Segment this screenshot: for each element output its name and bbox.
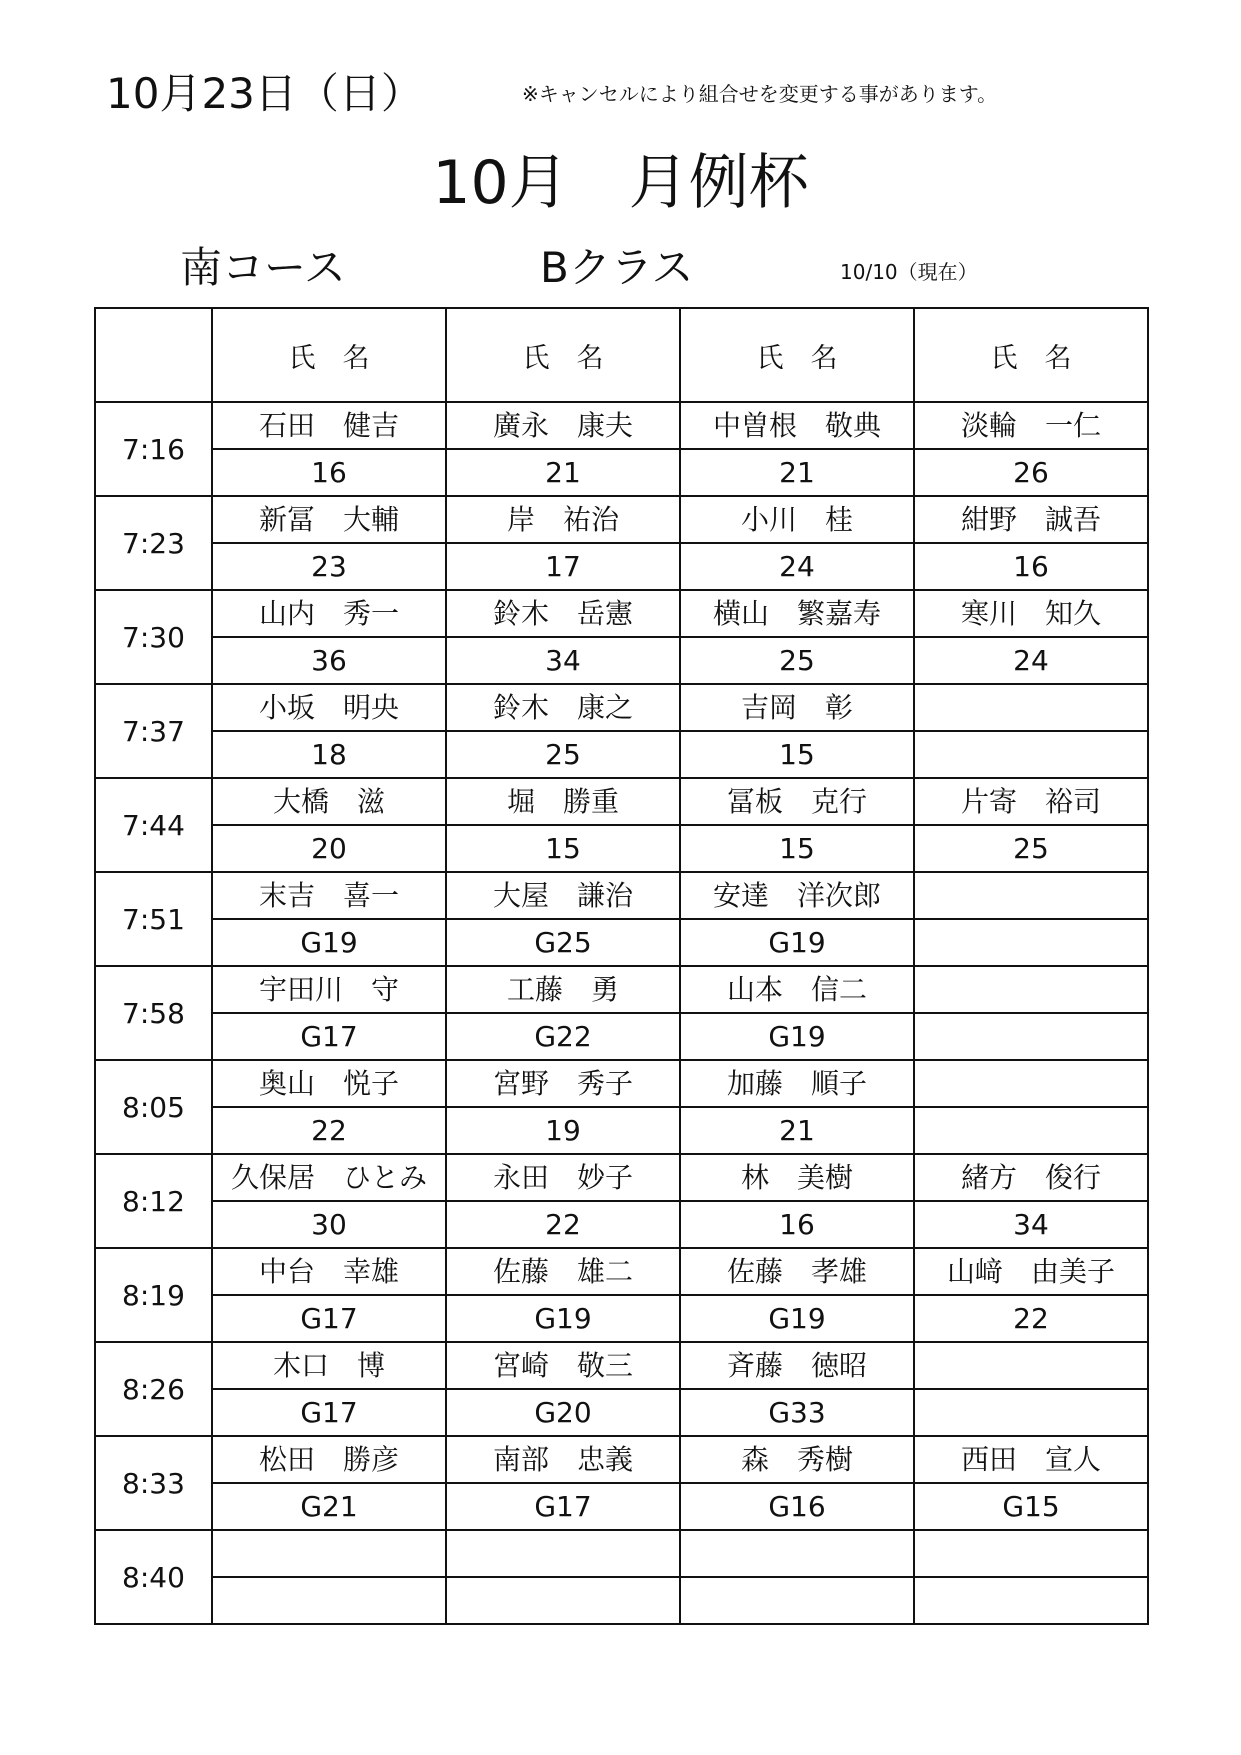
player-name-cell [914, 1060, 1148, 1107]
player-name-cell: 工藤 勇 [446, 966, 680, 1013]
header-name-cell: 氏 名 [212, 308, 446, 402]
player-name-cell: 斉藤 徳昭 [680, 1342, 914, 1389]
player-name-cell: 廣永 康夫 [446, 402, 680, 449]
course-name: 南コース [180, 243, 346, 292]
tee-time-cell: 8:12 [95, 1154, 212, 1248]
player-name-cell: 末吉 喜一 [212, 872, 446, 919]
header-name-cell: 氏 名 [446, 308, 680, 402]
player-name-cell: 新冨 大輔 [212, 496, 446, 543]
player-name-cell: 佐藤 雄二 [446, 1248, 680, 1295]
player-name-cell: 久保居 ひとみ [212, 1154, 446, 1201]
player-name-cell: 林 美樹 [680, 1154, 914, 1201]
player-handicap-cell: 16 [680, 1201, 914, 1248]
player-handicap-cell: 21 [680, 449, 914, 496]
player-handicap-cell: G20 [446, 1389, 680, 1436]
player-handicap-cell: G15 [914, 1483, 1148, 1530]
group-name-row [95, 590, 1148, 637]
player-handicap-cell: G25 [446, 919, 680, 966]
group-handicap-row [95, 919, 1148, 966]
group-handicap-row [95, 1389, 1148, 1436]
player-handicap-cell: G17 [212, 1295, 446, 1342]
player-name-cell: 中台 幸雄 [212, 1248, 446, 1295]
group-handicap-row [95, 1483, 1148, 1530]
player-name-cell: 永田 妙子 [446, 1154, 680, 1201]
player-name-cell: 西田 宣人 [914, 1436, 1148, 1483]
player-name-cell: 鈴木 岳憲 [446, 590, 680, 637]
player-handicap-cell: 34 [914, 1201, 1148, 1248]
tee-time-cell: 7:58 [95, 966, 212, 1060]
player-handicap-cell: G22 [446, 1013, 680, 1060]
header-row [95, 308, 1148, 402]
player-handicap-cell [212, 1577, 446, 1624]
player-handicap-cell [914, 1389, 1148, 1436]
player-name-cell: 宇田川 守 [212, 966, 446, 1013]
player-name-cell: 佐藤 孝雄 [680, 1248, 914, 1295]
player-handicap-cell: 22 [914, 1295, 1148, 1342]
as-of-date: 10/10（現在） [840, 260, 978, 284]
page-title: 10月 月例杯 [432, 148, 809, 218]
group-name-row [95, 1248, 1148, 1295]
player-name-cell: 横山 繁嘉寿 [680, 590, 914, 637]
player-name-cell: 木口 博 [212, 1342, 446, 1389]
player-handicap-cell: 30 [212, 1201, 446, 1248]
tee-time-cell: 7:30 [95, 590, 212, 684]
group-handicap-row [95, 449, 1148, 496]
header-time-cell [95, 308, 212, 402]
player-handicap-cell [914, 1013, 1148, 1060]
player-name-cell: 大橋 滋 [212, 778, 446, 825]
tee-time-cell: 8:33 [95, 1436, 212, 1530]
player-handicap-cell: 34 [446, 637, 680, 684]
player-name-cell: 鈴木 康之 [446, 684, 680, 731]
player-handicap-cell [914, 1577, 1148, 1624]
player-name-cell: 山﨑 由美子 [914, 1248, 1148, 1295]
group-name-row [95, 872, 1148, 919]
player-handicap-cell: 15 [680, 825, 914, 872]
player-name-cell: 岸 祐治 [446, 496, 680, 543]
player-name-cell [914, 872, 1148, 919]
group-handicap-row [95, 637, 1148, 684]
player-handicap-cell: 24 [914, 637, 1148, 684]
player-name-cell [914, 1530, 1148, 1577]
player-handicap-cell: G16 [680, 1483, 914, 1530]
player-handicap-cell: 18 [212, 731, 446, 778]
player-handicap-cell: G19 [446, 1295, 680, 1342]
player-handicap-cell [680, 1577, 914, 1624]
player-name-cell [914, 1342, 1148, 1389]
player-handicap-cell: 25 [914, 825, 1148, 872]
player-handicap-cell: G19 [680, 1295, 914, 1342]
group-name-row [95, 1154, 1148, 1201]
tee-time-cell: 7:51 [95, 872, 212, 966]
tee-time-cell: 8:05 [95, 1060, 212, 1154]
player-name-cell: 南部 忠義 [446, 1436, 680, 1483]
player-name-cell: 寒川 知久 [914, 590, 1148, 637]
player-handicap-cell: 24 [680, 543, 914, 590]
player-handicap-cell: G17 [212, 1013, 446, 1060]
player-name-cell: 淡輪 一仁 [914, 402, 1148, 449]
group-name-row [95, 1342, 1148, 1389]
event-date: 10月23日（日） [106, 69, 423, 118]
player-handicap-cell: 25 [680, 637, 914, 684]
player-handicap-cell: 36 [212, 637, 446, 684]
cancellation-notice: ※キャンセルにより組合せを変更する事があります。 [522, 82, 998, 106]
group-handicap-row [95, 1013, 1148, 1060]
player-handicap-cell: 15 [680, 731, 914, 778]
player-name-cell: 加藤 順子 [680, 1060, 914, 1107]
player-handicap-cell: G17 [446, 1483, 680, 1530]
player-handicap-cell: G19 [680, 1013, 914, 1060]
player-handicap-cell: 23 [212, 543, 446, 590]
player-handicap-cell: 26 [914, 449, 1148, 496]
group-handicap-row [95, 1107, 1148, 1154]
player-handicap-cell [914, 919, 1148, 966]
player-name-cell [212, 1530, 446, 1577]
player-handicap-cell: 17 [446, 543, 680, 590]
player-handicap-cell: 22 [212, 1107, 446, 1154]
group-name-row [95, 402, 1148, 449]
player-name-cell [914, 966, 1148, 1013]
group-name-row [95, 778, 1148, 825]
player-name-cell: 冨板 克行 [680, 778, 914, 825]
player-handicap-cell: 19 [446, 1107, 680, 1154]
group-name-row [95, 1436, 1148, 1483]
tee-time-cell: 8:40 [95, 1530, 212, 1624]
group-handicap-row [95, 1201, 1148, 1248]
player-handicap-cell: 16 [212, 449, 446, 496]
player-name-cell: 小川 桂 [680, 496, 914, 543]
player-name-cell: 宮野 秀子 [446, 1060, 680, 1107]
player-name-cell [680, 1530, 914, 1577]
group-handicap-row [95, 825, 1148, 872]
tee-time-cell: 7:23 [95, 496, 212, 590]
tee-time-table [94, 307, 1149, 1625]
player-handicap-cell: 16 [914, 543, 1148, 590]
player-name-cell: 片寄 裕司 [914, 778, 1148, 825]
player-name-cell: 堀 勝重 [446, 778, 680, 825]
player-name-cell: 石田 健吉 [212, 402, 446, 449]
player-name-cell: 小坂 明央 [212, 684, 446, 731]
player-handicap-cell: 20 [212, 825, 446, 872]
tee-time-cell: 8:19 [95, 1248, 212, 1342]
player-name-cell: 大屋 謙治 [446, 872, 680, 919]
group-name-row [95, 496, 1148, 543]
player-name-cell: 安達 洋次郎 [680, 872, 914, 919]
player-name-cell: 森 秀樹 [680, 1436, 914, 1483]
player-name-cell: 山本 信二 [680, 966, 914, 1013]
player-handicap-cell: G19 [212, 919, 446, 966]
player-name-cell: 緒方 俊行 [914, 1154, 1148, 1201]
player-name-cell: 宮崎 敬三 [446, 1342, 680, 1389]
group-name-row [95, 966, 1148, 1013]
group-name-row [95, 684, 1148, 731]
group-handicap-row [95, 543, 1148, 590]
player-handicap-cell: G17 [212, 1389, 446, 1436]
player-handicap-cell: 25 [446, 731, 680, 778]
player-name-cell [914, 684, 1148, 731]
group-name-row [95, 1530, 1148, 1577]
player-name-cell: 中曽根 敬典 [680, 402, 914, 449]
player-handicap-cell [914, 731, 1148, 778]
player-handicap-cell: G21 [212, 1483, 446, 1530]
player-handicap-cell: 21 [446, 449, 680, 496]
player-name-cell [446, 1530, 680, 1577]
tee-time-cell: 7:37 [95, 684, 212, 778]
player-handicap-cell [446, 1577, 680, 1624]
player-handicap-cell: G19 [680, 919, 914, 966]
player-name-cell: 紺野 誠吾 [914, 496, 1148, 543]
player-handicap-cell: 22 [446, 1201, 680, 1248]
group-handicap-row [95, 1577, 1148, 1624]
group-name-row [95, 1060, 1148, 1107]
player-handicap-cell: 15 [446, 825, 680, 872]
header-name-cell: 氏 名 [680, 308, 914, 402]
header-name-cell: 氏 名 [914, 308, 1148, 402]
class-label: Bクラス [540, 243, 694, 292]
player-name-cell: 山内 秀一 [212, 590, 446, 637]
tee-time-cell: 8:26 [95, 1342, 212, 1436]
group-handicap-row [95, 731, 1148, 778]
player-name-cell: 吉岡 彰 [680, 684, 914, 731]
tee-time-cell: 7:16 [95, 402, 212, 496]
player-handicap-cell: G33 [680, 1389, 914, 1436]
player-handicap-cell [914, 1107, 1148, 1154]
player-name-cell: 松田 勝彦 [212, 1436, 446, 1483]
player-name-cell: 奥山 悦子 [212, 1060, 446, 1107]
tee-time-cell: 7:44 [95, 778, 212, 872]
group-handicap-row [95, 1295, 1148, 1342]
player-handicap-cell: 21 [680, 1107, 914, 1154]
